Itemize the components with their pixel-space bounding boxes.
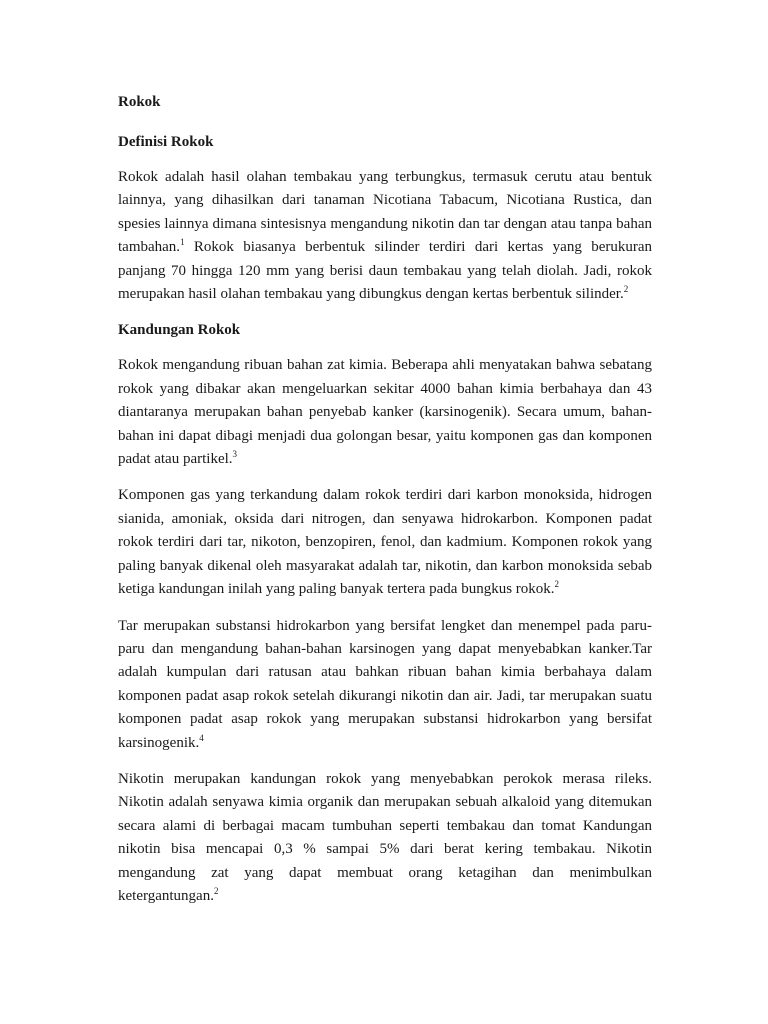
document-page <box>118 91 652 921</box>
footnote-ref: 1 <box>180 237 185 248</box>
section-kandungan <box>118 319 652 908</box>
paragraph-text: Rokok biasanya berbentuk silinder terdiri dari kertas yang berukuran panjang 70 hingga 120 mm yang berisi daun tembakau yang telah diolah. Jadi, rokok merupakan hasil olahan tembakau yang dibungkus dengan kertas berbentuk silinder. <box>118 239 652 303</box>
paragraph <box>118 354 652 471</box>
footnote-ref: 2 <box>554 579 560 590</box>
footnote-ref: 3 <box>232 449 238 460</box>
paragraph-text: Rokok mengandung ribuan bahan zat kimia. Beberapa ahli menyatakan bahwa sebatang rokok yang dibakar akan mengeluarkan sekitar 4000 bahan kimia berbahaya dan 43 diantaranya merupakan bahan penyebab kanker (karsinogenik). Secara umum, bahan-bahan ini dapat dibagi menjadi dua golongan besar, yaitu komponen gas dan komponen padat atau partikel. <box>118 357 652 468</box>
section-heading: Kandungan Rokok <box>118 322 241 339</box>
paragraph <box>118 768 652 908</box>
paragraph-text: Nikotin merupakan kandungan rokok yang menyebabkan perokok merasa rileks. Nikotin adalah senyawa kimia organik dan merupakan sebuah alkaloid yang ditemukan secara alami di berbagai macam tumbuhan seperti tembakau dan tomat Kandungan nikotin bisa mencapai 0,3 % sampai 5% dari berat kering tembakau. Nikotin mengandung zat yang dapat membuat orang ketagihan dan menimbulkan ketergantungan. <box>118 770 652 904</box>
document-title: Rokok <box>118 94 161 110</box>
section-definisi <box>118 131 652 306</box>
section-heading: Definisi Rokok <box>118 134 214 150</box>
footnote-ref: 2 <box>213 885 219 896</box>
footnote-ref: 2 <box>623 284 629 295</box>
paragraph <box>118 615 652 755</box>
paragraph <box>118 166 652 306</box>
paragraph <box>118 484 652 601</box>
paragraph-text: Komponen gas yang terkandung dalam rokok terdiri dari karbon monoksida, hidrogen sianida, amoniak, oksida dari nitrogen, dan senyawa hidrokarbon. Komponen padat rokok terdiri dari tar, nikoton, benzopiren, fenol, dan kadmium. Komponen rokok yang paling banyak dikenal oleh masyarakat adalah tar, nikotin, dan karbon monoksida sebab ketiga kandungan inilah yang paling banyak tertera pada bungkus rokok. <box>118 487 652 598</box>
paragraph-text: Rokok adalah hasil olahan tembakau yang terbungkus, termasuk cerutu atau bentuk lainnya, yang dihasilkan dari tanaman Nicotiana Tabacum, Nicotiana Rustica, dan spesies lainnya dimana sintesisnya mengandung nikotin dan tar dengan atau tanpa bahan tambahan. <box>118 169 652 256</box>
paragraph-text: Tar merupakan substansi hidrokarbon yang bersifat lengket dan menempel pada paru-paru dan mengandung bahan-bahan karsinogen yang dapat menyebabkan kanker.Tar adalah kumpulan dari ratusan atau bahkan ribuan bahan kimia berbahaya dalam komponen padat asap rokok setelah dikurangi nikotin dan air. Jadi, tar merupakan suatu komponen padat asap rokok yang merupakan substansi hidrokarbon yang bersifat karsinogenik. <box>118 617 652 751</box>
footnote-ref: 4 <box>199 732 204 743</box>
